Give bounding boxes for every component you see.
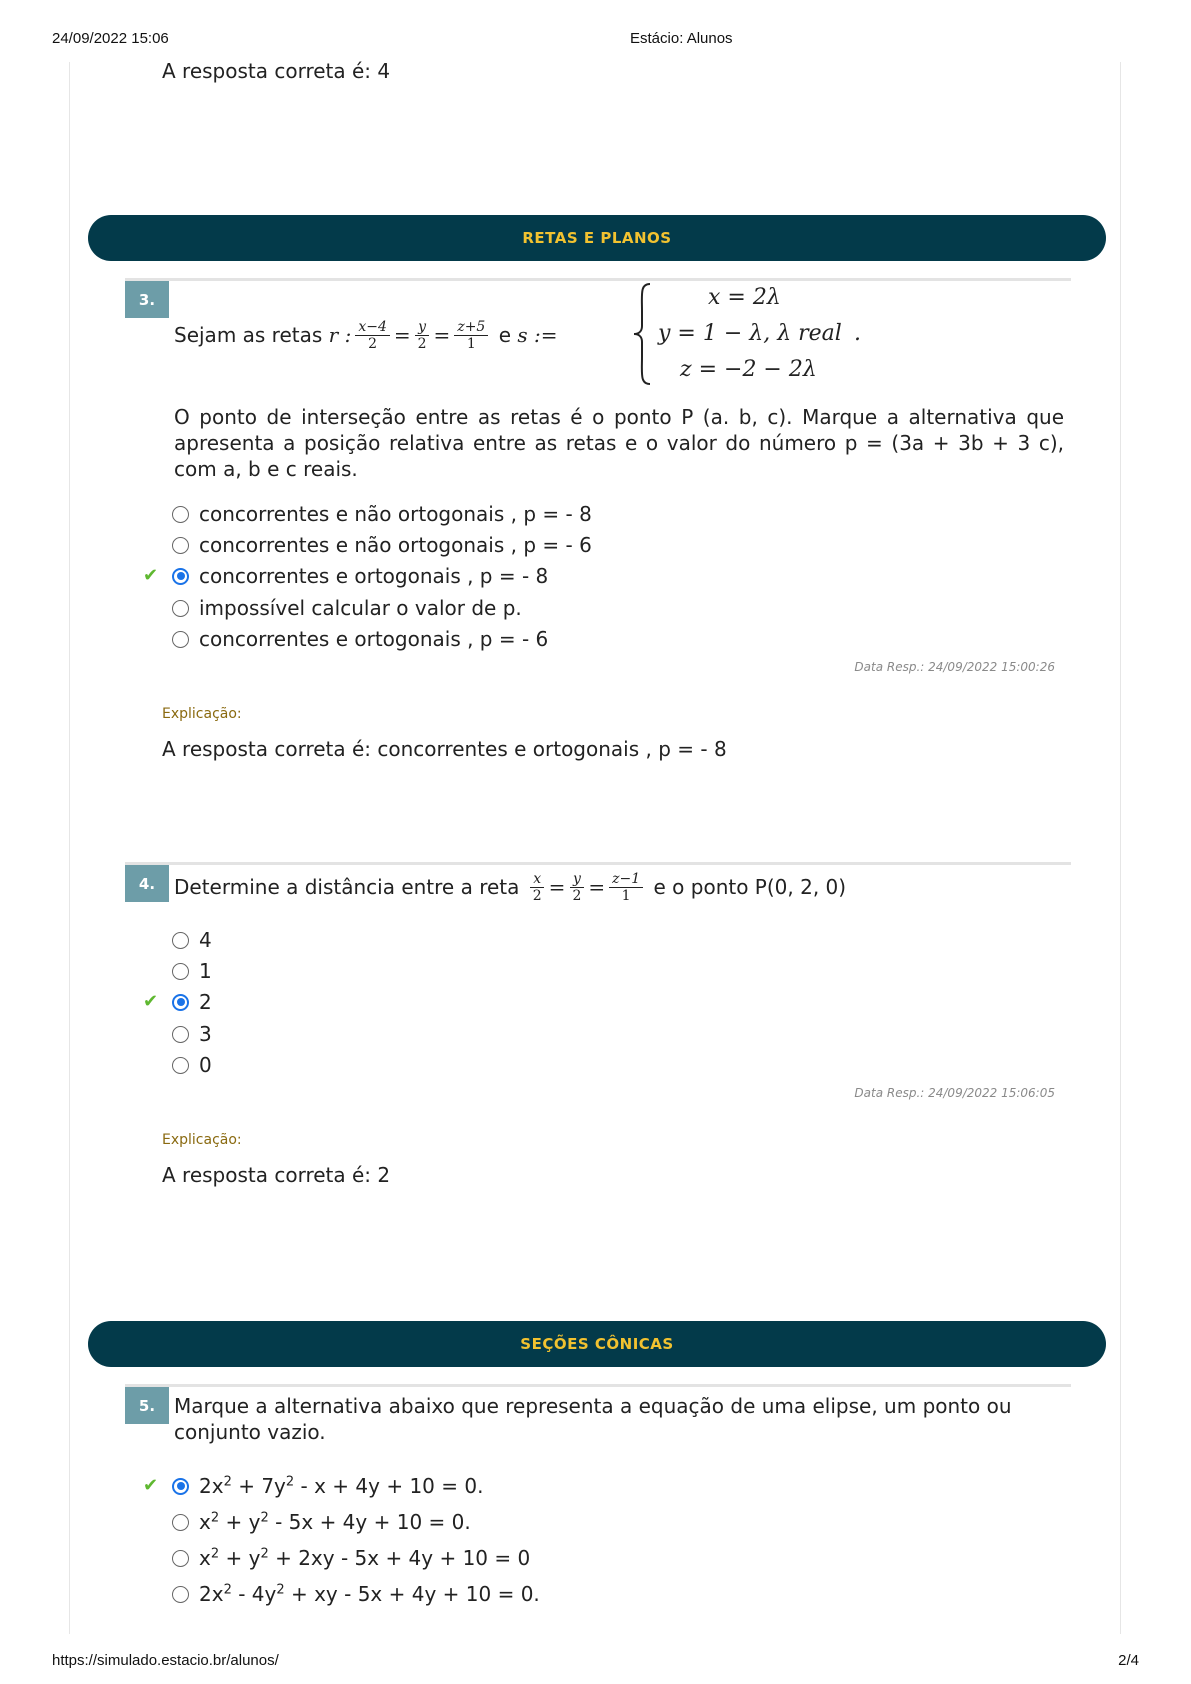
q3-system-x: x = 2λ xyxy=(708,285,781,310)
q4-equals: = xyxy=(588,875,606,899)
radio-icon[interactable] xyxy=(172,1478,189,1495)
option-label: 1 xyxy=(199,959,212,983)
q4-explanation: A resposta correta é: 2 xyxy=(162,1163,391,1187)
option-label: $2x^2 + 7y^2 - x + 4y + 10 = 0$. xyxy=(199,1474,484,1498)
radio-icon[interactable] xyxy=(172,1514,189,1531)
q3-explanation: A resposta correta é: concorrentes e ortogonais , p = - 8 xyxy=(162,737,727,761)
print-page-number: 2/4 xyxy=(1118,1652,1139,1669)
q3-and: e xyxy=(498,323,511,347)
question-3-statement xyxy=(174,318,558,352)
q3-r-label: r : xyxy=(328,323,352,347)
question-number: 5. xyxy=(125,1387,169,1424)
q3-option[interactable] xyxy=(172,625,548,653)
q3-system-end: . xyxy=(854,321,861,346)
print-date: 24/09/2022 15:06 xyxy=(52,30,169,47)
option-label: $x^2 + y^2 - 5x + 4y + 10 = 0$. xyxy=(199,1510,471,1534)
q4-fraction-y: $\frac{y}{2}$ xyxy=(569,871,584,904)
question-divider xyxy=(125,278,1071,281)
section-title-retas-planos: RETAS E PLANOS xyxy=(88,215,1106,261)
option-label: concorrentes e não ortogonais , p = - 8 xyxy=(199,502,592,526)
q3-data-resp: Data Resp.: 24/09/2022 15:00:26 xyxy=(854,660,1055,674)
q3-option[interactable] xyxy=(172,500,592,528)
q4-fraction-x: $\frac{x}{2}$ xyxy=(530,871,545,904)
radio-icon[interactable] xyxy=(172,994,189,1011)
q4-equals: = xyxy=(548,875,566,899)
radio-icon[interactable] xyxy=(172,506,189,523)
q3-s-label: s := xyxy=(517,323,558,347)
question-number: 3. xyxy=(125,281,169,318)
q4-text-prefix: Determine a distância entre a reta xyxy=(174,875,520,899)
q4-option[interactable] xyxy=(172,1020,212,1048)
check-icon: ✔ xyxy=(143,1475,159,1496)
q3-explanation-label: Explicação: xyxy=(162,706,242,722)
print-title: Estácio: Alunos xyxy=(630,30,733,47)
q4-option[interactable] xyxy=(172,957,212,985)
option-label: concorrentes e não ortogonais , p = - 6 xyxy=(199,533,592,557)
q5-option[interactable] xyxy=(172,1544,530,1572)
radio-icon[interactable] xyxy=(172,537,189,554)
radio-icon[interactable] xyxy=(172,631,189,648)
q5-option[interactable] xyxy=(172,1580,540,1608)
question-divider xyxy=(125,862,1071,865)
q3-option-selected[interactable] xyxy=(172,562,548,590)
question-5-text: Marque a alternativa abaixo que representa a equação de uma elipse, um ponto ou conjunto vazio. xyxy=(174,1394,1012,1444)
q3-fraction-x: $\frac{x-4}{2}$ xyxy=(355,319,390,352)
option-label: 3 xyxy=(199,1022,212,1046)
content-border-left xyxy=(69,62,70,1634)
q4-option-selected[interactable] xyxy=(172,988,212,1016)
section-title-secoes-conicas: SEÇÕES CÔNICAS xyxy=(88,1321,1106,1367)
check-icon: ✔ xyxy=(143,991,159,1012)
option-label: 4 xyxy=(199,928,212,952)
q4-fraction-z: $\frac{z-1}{1}$ xyxy=(609,871,643,904)
option-label: concorrentes e ortogonais , p = - 6 xyxy=(199,627,549,651)
q4-data-resp: Data Resp.: 24/09/2022 15:06:05 xyxy=(854,1086,1055,1100)
q4-option[interactable] xyxy=(172,1051,212,1079)
q5-option[interactable] xyxy=(172,1508,471,1536)
q4-explanation-label: Explicação: xyxy=(162,1132,242,1148)
option-label: $2x^2 - 4y^2$ + xy - 5x + 4y + 10 = 0. xyxy=(199,1582,540,1606)
question-3-text: O ponto de interseção entre as retas é o ponto P (a. b, c). Marque a alternativa que apresenta a posição relativa entre as retas e o valor do número p = (3a + 3b + 3 c), com a, b e c reais. xyxy=(174,405,1064,481)
question-number: 4. xyxy=(125,865,169,902)
print-url: https://simulado.estacio.br/alunos/ xyxy=(52,1652,279,1669)
option-label: impossível calcular o valor de p. xyxy=(199,596,522,620)
option-label: $x^2 + y^2 + 2xy - 5x + 4y + 10 = 0$ xyxy=(199,1546,531,1570)
q5-option-selected[interactable] xyxy=(172,1472,483,1500)
q3-system-z: z = −2 − 2λ xyxy=(680,357,817,382)
option-label: 2 xyxy=(199,990,212,1014)
radio-icon[interactable] xyxy=(172,932,189,949)
radio-icon[interactable] xyxy=(172,1586,189,1603)
q3-option[interactable] xyxy=(172,594,522,622)
question-divider xyxy=(125,1384,1071,1387)
q4-text-suffix: e o ponto P(0, 2, 0) xyxy=(653,875,847,899)
radio-icon[interactable] xyxy=(172,963,189,980)
radio-icon[interactable] xyxy=(172,1026,189,1043)
radio-icon[interactable] xyxy=(172,1057,189,1074)
radio-icon[interactable] xyxy=(172,568,189,585)
q3-system-y: y = 1 − λ, λ real xyxy=(658,321,842,346)
check-icon: ✔ xyxy=(143,565,159,586)
question-4-statement xyxy=(174,872,846,902)
q3-fraction-z: $\frac{z+5}{1}$ xyxy=(454,319,488,352)
option-label: 0 xyxy=(199,1053,212,1077)
q3-fraction-y: $\frac{y}{2}$ xyxy=(415,319,430,352)
radio-icon[interactable] xyxy=(172,1550,189,1567)
previous-answer: A resposta correta é: 4 xyxy=(162,59,391,83)
q3-equals: = xyxy=(433,323,451,347)
option-label: concorrentes e ortogonais , p = - 8 xyxy=(199,564,549,588)
content-border-right xyxy=(1120,62,1121,1634)
q4-option[interactable] xyxy=(172,926,212,954)
radio-icon[interactable] xyxy=(172,600,189,617)
q3-intro: Sejam as retas xyxy=(174,323,323,347)
system-brace-icon xyxy=(632,282,654,386)
q3-equals: = xyxy=(393,323,411,347)
q3-option[interactable] xyxy=(172,531,592,559)
